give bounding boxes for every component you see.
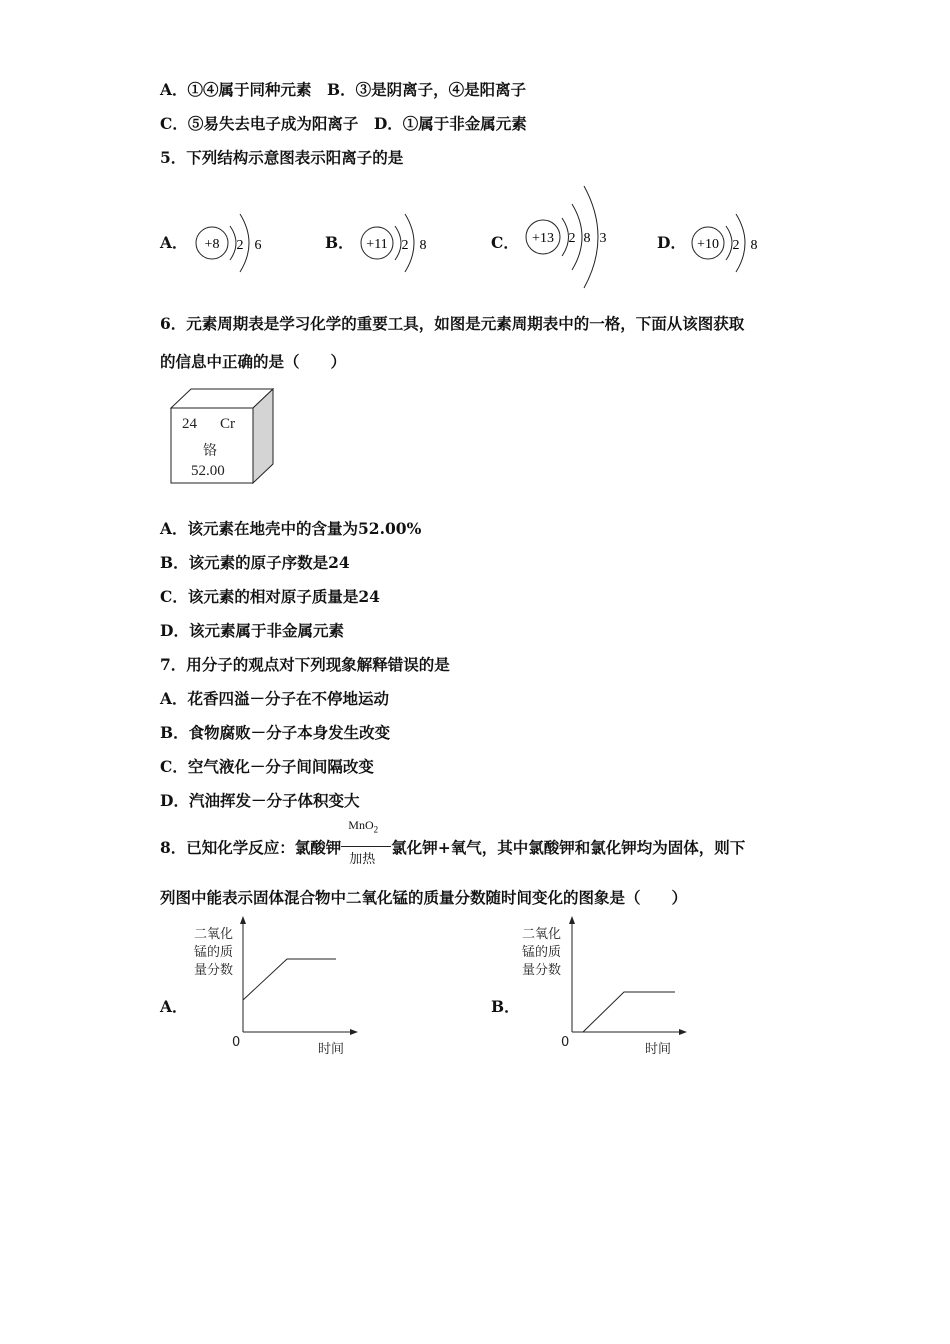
shell-arc-1	[230, 226, 236, 260]
q8-graph-b-xlabel: 时间	[645, 1042, 672, 1057]
element-mass: 52.00	[191, 463, 225, 479]
q8-graph-b-ylabel	[522, 926, 561, 980]
q5-d-nucleus: +10	[697, 237, 719, 252]
arrow-line	[341, 846, 391, 847]
q7-option-d: D．汽油挥发－分子体积变大	[160, 791, 360, 810]
q5-option-a-label: A．	[160, 233, 188, 252]
q8-graph-a-xlabel: 时间	[318, 1042, 345, 1057]
q8-stem-line-1	[160, 818, 746, 867]
q5-option-b-label: B．	[325, 233, 354, 252]
q6-option-c: C．该元素的相对原子质量是24	[160, 587, 380, 606]
q5-b-shell-1: 2	[401, 238, 409, 253]
ylabel-line: 二氧化	[522, 927, 562, 942]
q5-option-d-diagram	[686, 200, 776, 290]
y-axis-arrow	[569, 916, 575, 924]
q5-d-shell-1: 2	[732, 238, 740, 253]
catalyst-label	[348, 818, 378, 834]
q7-option-c: C．空气液化－分子间间隔改变	[160, 757, 374, 776]
q8-graph-a-label: A．	[160, 997, 188, 1016]
q6-stem-line-2: 的信息中正确的是（ ）	[160, 352, 347, 371]
q5-option-c-label: C．	[491, 233, 519, 252]
x-axis-arrow	[679, 1029, 687, 1035]
ylabel-line: 二氧化	[194, 927, 234, 942]
q4-option-line-2: C．⑤易失去电子成为阳离子 D．①属于非金属元素	[160, 114, 527, 133]
q5-option-a-diagram	[190, 200, 280, 290]
q8-graph-b-plot	[561, 912, 691, 1037]
q7-stem: 7．用分子的观点对下列现象解释错误的是	[160, 655, 450, 674]
q5-option-c-diagram	[520, 180, 620, 290]
x-axis-arrow	[350, 1029, 358, 1035]
q8-graph-b-origin: 0	[561, 1035, 570, 1050]
q5-b-shell-2: 8	[419, 238, 427, 253]
ylabel-line: 锰的质	[522, 945, 562, 960]
catalyst-subscript: 2	[373, 824, 379, 835]
q8-stem-prefix: 8．已知化学反应：氯酸钾	[160, 838, 342, 857]
q5-option-d-label: D．	[657, 233, 686, 252]
q6-option-b: B．该元素的原子序数是24	[160, 553, 350, 572]
ylabel-line: 量分数	[194, 963, 234, 978]
q5-b-nucleus: +11	[366, 237, 388, 252]
q8-graph-b-label: B．	[491, 997, 520, 1016]
ylabel-line: 量分数	[522, 963, 562, 978]
element-number: 24	[182, 416, 197, 432]
condition-label: 加热	[349, 852, 376, 867]
q8-graph-b-curve	[583, 992, 675, 1032]
q8-graph-a-plot	[232, 912, 362, 1037]
q8-stem-suffix: 氯化钾+氧气，其中氯酸钾和氯化钾均为固体，则下	[391, 838, 746, 857]
q8-graph-a-origin: 0	[232, 1035, 241, 1050]
q8-stem-line-2: 列图中能表示固体混合物中二氧化锰的质量分数随时间变化的图象是（ ）	[160, 888, 688, 907]
q5-a-nucleus: +8	[204, 237, 220, 252]
reaction-arrow	[341, 818, 391, 867]
q8-graph-a-ylabel	[194, 926, 233, 980]
element-name: 铬	[203, 443, 217, 459]
q5-a-shell-1: 2	[236, 238, 244, 253]
element-symbol: Cr	[220, 416, 235, 432]
shell-arc-1	[395, 226, 401, 260]
q6-option-d: D．该元素属于非金属元素	[160, 621, 344, 640]
q6-stem-line-1: 6．元素周期表是学习化学的重要工具，如图是元素周期表中的一格，下面从该图获取	[160, 314, 745, 333]
q7-option-a: A．花香四溢－分子在不停地运动	[160, 689, 390, 708]
q5-d-shell-2: 8	[750, 238, 758, 253]
q5-stem: 5．下列结构示意图表示阳离子的是	[160, 148, 404, 167]
q8-graph-a-curve	[243, 959, 336, 1000]
q6-option-a: A．该元素在地壳中的含量为52.00%	[160, 519, 422, 538]
q4-option-line-1: A．①④属于同种元素 B．③是阴离子，④是阳离子	[160, 80, 527, 99]
q5-a-shell-2: 6	[254, 238, 262, 253]
q5-c-shell-1: 2	[568, 231, 576, 246]
q5-c-nucleus: +13	[532, 231, 554, 246]
y-axis-arrow	[240, 916, 246, 924]
catalyst-text: MnO	[348, 818, 374, 832]
q5-c-shell-2: 8	[583, 231, 591, 246]
q5-c-shell-3: 3	[599, 231, 607, 246]
q7-option-b: B．食物腐败－分子本身发生改变	[160, 723, 391, 742]
ylabel-line: 锰的质	[194, 945, 234, 960]
shell-arc-1	[726, 226, 732, 260]
q5-option-b-diagram	[355, 200, 445, 290]
